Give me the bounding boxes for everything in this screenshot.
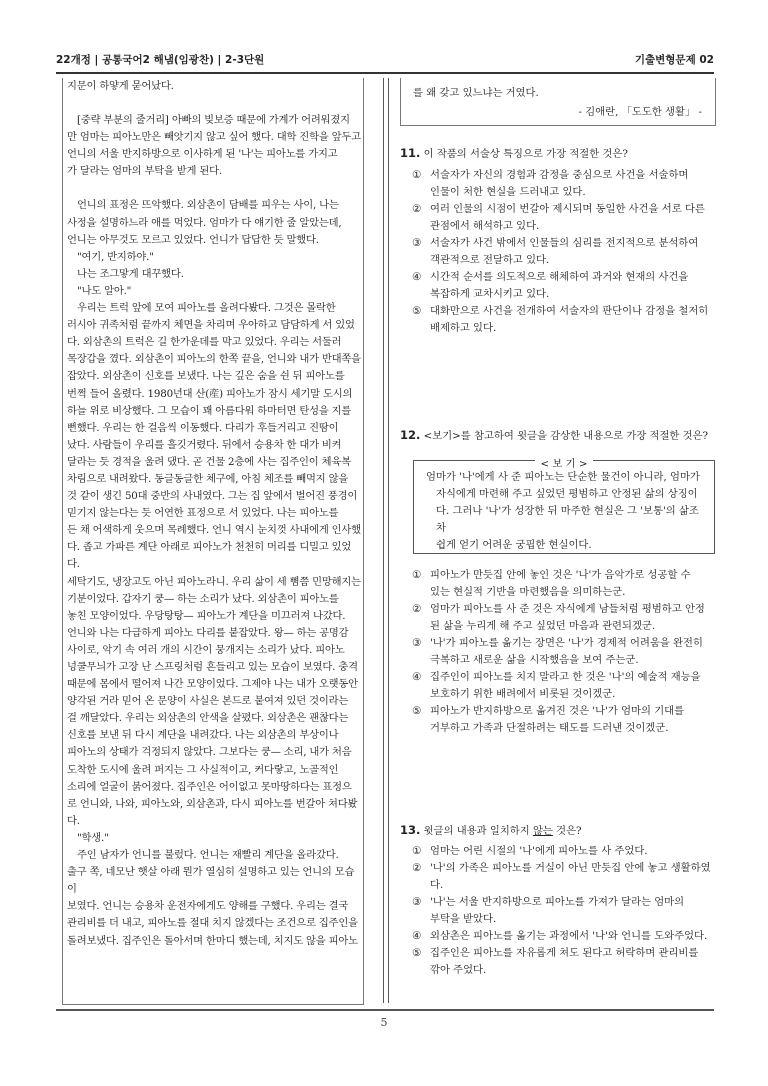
- passage-source: - 김애란, 「도도한 생활」 -: [578, 106, 702, 118]
- question-11: [400, 145, 714, 337]
- option-text-line1: 서술자가 사건 밖에서 인물들의 심리를 전지적으로 분석하여: [430, 237, 699, 249]
- option-text-line1: 여러 인물의 시점이 번갈아 제시되며 동일한 사건을 서로 다른: [430, 203, 705, 215]
- answer-option[interactable]: [400, 635, 714, 669]
- bogi-text: [426, 469, 708, 554]
- answer-option[interactable]: [400, 601, 714, 635]
- header-right: 기출변형문제 02: [634, 54, 714, 66]
- passage-line: 세탁기도, 냉장고도 아닌 피아노라니. 우리 삶이 세 뼘쯤 민망해지는: [67, 575, 361, 588]
- passage-line: 것 같이 생긴 50대 중반의 사내였다. 그는 집 앞에서 벌어진 풍경이: [67, 490, 358, 503]
- header-left: 22개정 | 공통국어2 해냄(임광찬) | 2-3단원: [56, 54, 265, 66]
- option-text-line1: 대화만으로 사건을 전개하여 서술자의 판단이나 감정을 철저히: [430, 305, 709, 317]
- passage-line: 다. 외삼촌의 트럭은 길 한가운데를 막고 있었다. 우리는 서둘러: [67, 336, 342, 349]
- option-marker: ③: [412, 237, 422, 249]
- bogi-title: < 보 기 >: [535, 458, 594, 470]
- option-text-line1: 서술자가 자신의 경험과 감정을 중심으로 사건을 서술하며: [430, 169, 689, 181]
- passage-line: 출구 쪽, 네모난 햇살 아래 뭔가 열심히 설명하고 있는 언니의 모습이: [67, 866, 355, 896]
- option-text-line2: 있는 현실적 기반을 마련했음을 의미하는군.: [430, 586, 626, 598]
- option-text-line1: 피아노가 만듯집 안에 놓인 것은 '나'가 음악가로 성공할 수: [430, 569, 691, 581]
- passage-line: 믿기지 않는다는 듯 어연한 표정으로 서 있었다. 나는 피아노를: [67, 507, 339, 520]
- option-text-line2: 거부하고 가족과 단절하려는 태도를 드러낸 것이겠군.: [430, 722, 669, 734]
- passage-line: "나도 알아.": [77, 284, 132, 297]
- answer-option[interactable]: [400, 945, 714, 979]
- passage-gap: [67, 95, 361, 112]
- question-stem: <보기>를 참고하여 윗글을 감상한 내용으로 가장 적절한 것은?: [423, 430, 709, 442]
- option-marker: ④: [412, 671, 422, 683]
- option-marker: ⑤: [412, 305, 422, 317]
- question-stem: 이 작품의 서술상 특징으로 가장 적절한 것은?: [423, 148, 628, 160]
- passage-line: "여기, 반지하야.": [77, 250, 154, 263]
- passage-line: 지문이 하얗게 묻어났다.: [67, 80, 174, 92]
- question-12: [400, 427, 714, 445]
- option-text-line1: 집주인이 피아노를 치지 말라고 한 것은 '나'의 예술적 재능을: [430, 671, 701, 683]
- option-text-line1: 엄마가 피아노를 사 준 것은 자식에게 남들처럼 평범하고 안정: [430, 603, 705, 615]
- question-number: 12.: [400, 428, 421, 442]
- option-text-line1: 외삼촌은 피아노를 옮기는 과정에서 '나'와 언니를 도와주었다.: [430, 930, 708, 942]
- option-text-line2: 배제하고 있다.: [430, 322, 497, 334]
- passage-line: 잡았다. 외삼촌이 신호를 보냈다. 나는 깊은 숨을 쉰 뒤 피아노를: [67, 370, 345, 383]
- passage-line: 언니와 나는 다급하게 피아노 다리를 붙잡았다. 왕— 하는 공명감: [67, 626, 349, 639]
- footer-rule: [56, 1009, 714, 1011]
- passage-line: 사정을 설명하느라 애를 먹었다. 엄마가 다 얘기한 줄 알았는데,: [67, 216, 342, 229]
- option-text-line2: 관점에서 해석하고 있다.: [430, 220, 540, 232]
- question-stem-b: 것은?: [552, 825, 582, 837]
- option-marker: ④: [412, 930, 422, 942]
- answer-option[interactable]: [400, 303, 714, 337]
- passage-line: 피아노의 상태가 걱정되지 않았다. 그보다는 쿵— 소리, 내가 처음: [67, 746, 352, 759]
- passage-line: 언니는 아무것도 모르고 있었다. 언니가 답답한 듯 말했다.: [67, 233, 319, 246]
- passage-line: 주인 남자가 언니를 불렀다. 언니는 재빨리 계단을 올라갔다.: [77, 849, 339, 862]
- column-divider-2: [388, 78, 389, 1003]
- passage-line: 언니의 서울 반지하방으로 이사하게 된 '나'는 피아노를 가지고: [67, 148, 338, 161]
- passage-line: 로 언니와, 나와, 피아노와, 외삼촌과, 다시 피아노를 번갈아 쳐다봤: [67, 797, 358, 810]
- page-number: 5: [380, 1016, 388, 1029]
- answer-option[interactable]: [400, 235, 714, 269]
- bogi-box: [413, 460, 715, 554]
- option-marker: ④: [412, 271, 422, 283]
- answer-option[interactable]: [400, 860, 714, 894]
- passage-line: 다. 좁고 가파른 계단 아래로 피아노가 천천히 머리를 디밀고 있었다.: [67, 541, 352, 571]
- question-number: 11.: [400, 146, 421, 160]
- passage-line: 달라는 듯 경적을 울려 댔다. 곧 건물 2층에 사는 집주인이 체육복: [67, 455, 351, 468]
- answer-option[interactable]: [400, 669, 714, 703]
- option-text-line2: 된 삶을 누리게 해 주고 싶었던 마음과 관련되겠군.: [430, 620, 656, 632]
- option-text-line2: 보호하기 위한 배려에서 비롯된 것이겠군.: [430, 688, 616, 700]
- passage-gap: [67, 180, 361, 197]
- passage-line: 목장갑을 꼈다. 외삼촌이 피아노의 한쪽 끝을, 언니와 내가 반대쪽을: [67, 353, 361, 366]
- passage-line: 관리비를 더 내고, 피아노를 절대 치지 않겠다는 조건으로 집주인을: [67, 917, 358, 930]
- passage-line: 가 달라는 엄마의 부탁을 받게 된다.: [67, 165, 222, 178]
- question-13: [400, 822, 714, 979]
- option-text-line2: 깎아 주었다.: [430, 964, 487, 976]
- passage-line: 나는 조그맣게 대꾸했다.: [77, 267, 184, 280]
- answer-option[interactable]: [400, 567, 714, 601]
- option-marker: ③: [412, 637, 422, 649]
- passage-line: 때문에 몸에서 떨어져 나간 모양이었다. 그제야 나는 내가 오랫동안: [67, 678, 358, 691]
- option-text-line2: 부탁을 받았다.: [430, 913, 497, 925]
- answer-option[interactable]: [400, 167, 714, 201]
- answer-option[interactable]: [400, 894, 714, 928]
- passage-line: 언니의 표정은 뜨악했다. 외삼촌이 담배를 피우는 사이, 나는: [77, 199, 339, 212]
- column-divider: [383, 78, 384, 1003]
- option-marker: ②: [412, 603, 422, 615]
- option-marker: ⑤: [412, 947, 422, 959]
- passage-line: 도착한 도시에 울려 퍼지는 그 사실적이고, 커다랗고, 노골적인: [67, 763, 339, 776]
- page-header: [56, 50, 714, 68]
- passage-line: 걸 깨달았다. 우리는 외삼촌의 안색을 살폈다. 외삼촌은 괜찮다는: [67, 712, 349, 725]
- option-text-line2: 다.: [430, 879, 444, 891]
- passage-line: 났다. 사람들이 우리를 흘깃거렸다. 뒤에서 승용차 한 대가 비켜: [67, 438, 342, 451]
- passage-line: 돌려보냈다. 집주인은 돌아서며 한마디 했는데, 치지도 않을 피아노: [67, 934, 358, 947]
- question-number: 13.: [400, 823, 421, 837]
- option-text-line1: '나'의 가족은 피아노를 거실이 아닌 만듯집 안에 놓고 생활하였: [430, 862, 711, 874]
- option-marker: ⑤: [412, 705, 422, 717]
- passage-text: [67, 78, 361, 950]
- option-text-line2: 객관적으로 전달하고 있다.: [430, 254, 550, 266]
- answer-option[interactable]: [400, 201, 714, 235]
- bogi-line: 쉽게 얻기 어려운 궁핍한 현실이다.: [436, 539, 592, 551]
- passage-line: 신호를 보낸 뒤 다시 계단을 내려갔다. 나는 외삼촌의 부상이나: [67, 729, 339, 742]
- passage-line: 든 채 어색하게 웃으며 목례했다. 언니 역시 눈치껏 사내에게 인사했: [67, 524, 361, 537]
- passage-line: 보였다. 언니는 승용차 운전자에게도 양해를 구했다. 우리는 결국: [67, 900, 349, 913]
- passage-line: [중략 부분의 줄거리] 아빠의 빚보증 때문에 가계가 어려워졌지: [77, 114, 350, 127]
- option-text-line1: '나'가 피아노를 옮기는 장면은 '나'가 경제적 어려움을 완전히: [430, 637, 703, 649]
- question-11-options: [400, 167, 714, 337]
- answer-option[interactable]: [400, 703, 714, 737]
- passage-line: 하늘 위로 비상했다. 그 모습이 꽤 아름다워 하마터면 탄성을 지를: [67, 404, 352, 417]
- question-11-stem: [400, 145, 714, 163]
- option-text-line1: '나'는 서울 반지하방으로 피아노를 가져가 달라는 엄마의: [430, 896, 685, 908]
- passage-line: 차림으로 내려왔다. 동글동글한 체구에, 아침 체조를 빼먹지 않을: [67, 472, 349, 485]
- option-text-line2: 복잡하게 교차시키고 있다.: [430, 288, 550, 300]
- passage-line: 놓친 모양이었다. 우당탕탕— 피아노가 계단을 미끄러져 나갔다.: [67, 609, 346, 622]
- bogi-line: 자식에게 마련해 주고 싶었던 평범하고 안정된 삶의 상징이: [436, 488, 698, 500]
- passage-line: 번쩍 들어 올렸다. 1980년대 산(産) 피아노가 잠시 세기말 도시의: [67, 387, 353, 400]
- option-marker: ①: [412, 569, 422, 581]
- passage-line: 소리에 얼굴이 붉어졌다. 집주인은 어이없고 못마땅하다는 표정으: [67, 780, 352, 793]
- option-marker: ①: [412, 845, 422, 857]
- option-marker: ②: [412, 203, 422, 215]
- passage-line: 러시아 귀족처럼 끝까지 체면을 차리며 우아하고 담담하게 서 있었: [67, 319, 355, 332]
- option-marker: ①: [412, 169, 422, 181]
- option-text-line1: 피아노가 반지하방으로 옮겨진 것은 '나'가 엄마의 기대를: [430, 705, 685, 717]
- bogi-line: 다. 그러나 '나'가 성장한 뒤 마주한 현실은 그 '보통'의 삶조차: [436, 505, 699, 534]
- answer-option[interactable]: [400, 843, 714, 860]
- option-text-line2: 극복하고 새로운 삶을 시작했음을 보여 주는군.: [430, 654, 639, 666]
- option-text-line2: 인물이 처한 현실을 드러내고 있다.: [430, 186, 586, 198]
- question-stem-a: 윗글의 내용과 일치하지: [423, 825, 533, 837]
- option-marker: ②: [412, 862, 422, 874]
- passage-line: 기분이었다. 갑자기 쿵— 하는 소리가 났다. 외삼촌이 피아노를: [67, 592, 339, 605]
- option-text-line1: 집주인은 피아노를 자유롭게 쳐도 된다고 허락하며 관리비를: [430, 947, 699, 959]
- answer-option[interactable]: [400, 269, 714, 303]
- passage-line: 넝쿨무늬가 고장 난 스프링처럼 흔들리고 있는 모습이 보였다. 충격: [67, 661, 358, 673]
- bogi-line: 엄마가 '나'에게 사 준 피아노는 단순한 물건이 아니라, 엄마가: [426, 471, 700, 483]
- header-rule: [56, 72, 714, 74]
- passage-line: 만 엄마는 피아노만은 빼앗기지 않고 싶어 했다. 대학 진학을 앞두고: [67, 131, 361, 144]
- answer-option[interactable]: [400, 928, 714, 945]
- option-text-line1: 시간적 순서를 의도적으로 해체하여 과거와 현재의 사건을: [430, 271, 689, 283]
- question-12-options: [400, 567, 714, 737]
- question-12-stem: [400, 427, 714, 445]
- passage-line: 양각된 거라 믿어 온 문양이 사실은 본드로 붙여져 있던 것이라는: [67, 695, 349, 708]
- passage-line: 다.: [67, 814, 80, 827]
- option-marker: ③: [412, 896, 422, 908]
- question-12-options-wrap: [400, 567, 714, 737]
- question-stem-underline: 않는: [532, 825, 553, 837]
- passage-line: 뻔했다. 우리는 한 걸음씩 이동했다. 다리가 후들거리고 진땀이: [67, 421, 339, 434]
- passage-line: 사이로, 악기 속 여러 개의 시간이 뭉개지는 소리가 났다. 피아노: [67, 643, 345, 656]
- passage-line: "학생.": [77, 831, 109, 844]
- passage-line: 우리는 트럭 앞에 모여 피아노를 올려다봤다. 그것은 몰락한: [77, 302, 336, 315]
- passage-continuation-text: 를 왜 갖고 있느냐는 거였다.: [413, 87, 539, 99]
- option-text-line1: 엄마는 어린 시절의 '나'에게 피아노를 사 주었다.: [430, 845, 648, 857]
- question-13-stem: [400, 822, 714, 840]
- question-13-options: [400, 843, 714, 979]
